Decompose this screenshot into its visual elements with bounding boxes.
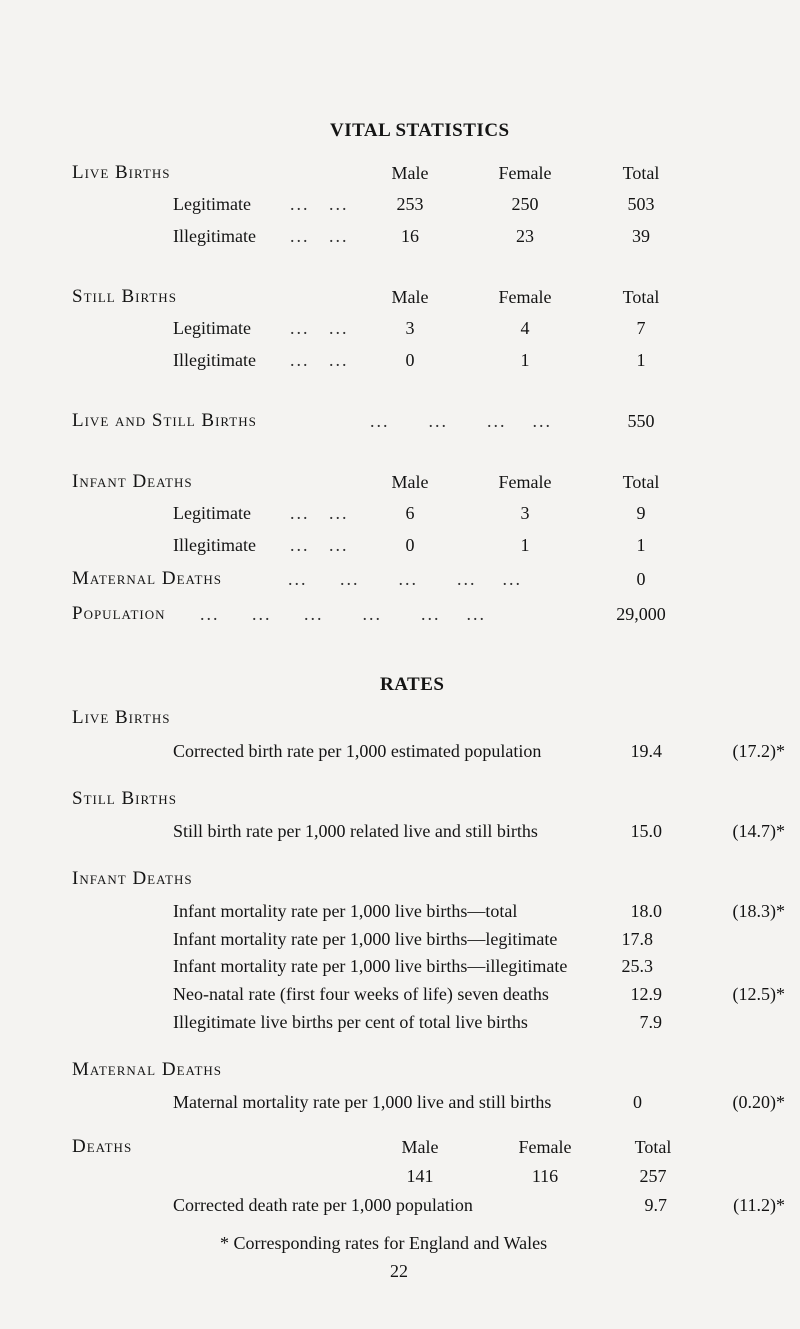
death-rate-value: 9.7 [644,1195,667,1215]
infant-legit-label: Legitimate [173,503,251,523]
infant-rate-value: 18.0 [630,901,662,921]
col-male-header: Male [391,472,429,492]
deaths-female-header: Female [518,1137,572,1157]
live-illegit-label: Illegitimate [173,226,256,246]
col-total-header: Total [622,472,660,492]
leader-dots: ... ... [290,535,349,555]
infant-rate-text: Neo-natal rate (first four weeks of life) seven deaths [173,984,549,1004]
rates-live-births-heading: Live Births [72,707,171,728]
col-female-header: Female [498,287,552,307]
deaths-male-header: Male [401,1137,439,1157]
leader-dots: ... ... ... ... ... ... [200,604,486,624]
leader-dots: ... ... [290,503,349,523]
infant-legit-total: 9 [636,503,646,523]
rates-title: RATES [380,674,445,695]
population-heading: Population [72,603,166,624]
leader-dots: ... ... ... ... [370,411,552,431]
live-legit-total: 503 [627,194,655,214]
rates-infant-deaths-heading: Infant Deaths [72,868,193,889]
still-legit-male: 3 [405,318,415,338]
deaths-male: 141 [406,1166,434,1186]
infant-rate-value: 12.9 [630,984,662,1004]
maternal-deaths-total: 0 [636,569,646,589]
leader-dots: ... ... [290,194,349,214]
birth-rate-ew: (17.2)* [732,741,785,761]
infant-rate-ew: (12.5)* [732,984,785,1004]
infant-illegit-female: 1 [520,535,530,555]
infant-rate-text: Infant mortality rate per 1,000 live births—illegitimate [173,956,568,976]
population-total: 29,000 [616,604,666,624]
col-female-header: Female [498,472,552,492]
infant-illegit-total: 1 [636,535,646,555]
infant-rate-value: 25.3 [621,956,653,976]
col-total-header: Total [622,163,660,183]
infant-illegit-male: 0 [405,535,415,555]
still-illegit-label: Illegitimate [173,350,256,370]
leader-dots: ... ... [290,318,349,338]
infant-legit-male: 6 [405,503,415,523]
col-male-header: Male [391,287,429,307]
death-rate-text: Corrected death rate per 1,000 population [173,1195,473,1215]
live-and-still-heading: Live and Still Births [72,410,257,431]
infant-rate-text: Infant mortality rate per 1,000 live births—legitimate [173,929,558,949]
infant-rate-value: 17.8 [621,929,653,949]
maternal-rate-value: 0 [633,1092,642,1112]
col-female-header: Female [498,163,552,183]
deaths-total-header: Total [634,1137,672,1157]
still-legit-label: Legitimate [173,318,251,338]
rates-deaths-heading: Deaths [72,1136,133,1157]
live-legit-label: Legitimate [173,194,251,214]
deaths-female: 116 [531,1166,559,1186]
still-birth-rate-ew: (14.7)* [732,821,785,841]
still-legit-total: 7 [636,318,646,338]
vital-statistics-title: VITAL STATISTICS [330,120,510,141]
still-illegit-female: 1 [520,350,530,370]
death-rate-ew: (11.2)* [733,1195,785,1215]
maternal-deaths-heading: Maternal Deaths [72,568,223,589]
still-births-heading: Still Births [72,286,177,307]
infant-rate-text: Infant mortality rate per 1,000 live births—total [173,901,518,921]
maternal-rate-text: Maternal mortality rate per 1,000 live and still births [173,1092,552,1112]
maternal-rate-ew: (0.20)* [732,1092,785,1112]
still-birth-rate-value: 15.0 [630,821,662,841]
live-illegit-total: 39 [632,226,650,246]
rates-maternal-deaths-heading: Maternal Deaths [72,1059,223,1080]
live-and-still-total: 550 [627,411,655,431]
still-birth-rate-text: Still birth rate per 1,000 related live and still births [173,821,538,841]
leader-dots: ... ... [290,350,349,370]
live-legit-female: 250 [511,194,539,214]
still-illegit-male: 0 [405,350,415,370]
page-number: 22 [390,1261,408,1281]
deaths-total: 257 [639,1166,667,1186]
live-legit-male: 253 [396,194,424,214]
infant-illegit-label: Illegitimate [173,535,256,555]
leader-dots: ... ... [290,226,349,246]
still-illegit-total: 1 [636,350,646,370]
live-births-heading: Live Births [72,162,171,183]
col-male-header: Male [391,163,429,183]
live-illegit-female: 23 [516,226,534,246]
infant-rate-ew: (18.3)* [732,901,785,921]
col-total-header: Total [622,287,660,307]
birth-rate-text: Corrected birth rate per 1,000 estimated population [173,741,542,761]
birth-rate-value: 19.4 [630,741,662,761]
footnote: * Corresponding rates for England and Wales [220,1233,548,1253]
infant-rate-value: 7.9 [639,1012,662,1032]
infant-legit-female: 3 [520,503,530,523]
still-legit-female: 4 [520,318,530,338]
infant-rate-text: Illegitimate live births per cent of total live births [173,1012,528,1032]
leader-dots: ... ... ... ... ... [288,569,522,589]
live-illegit-male: 16 [401,226,419,246]
infant-deaths-heading: Infant Deaths [72,471,193,492]
rates-still-births-heading: Still Births [72,788,177,809]
